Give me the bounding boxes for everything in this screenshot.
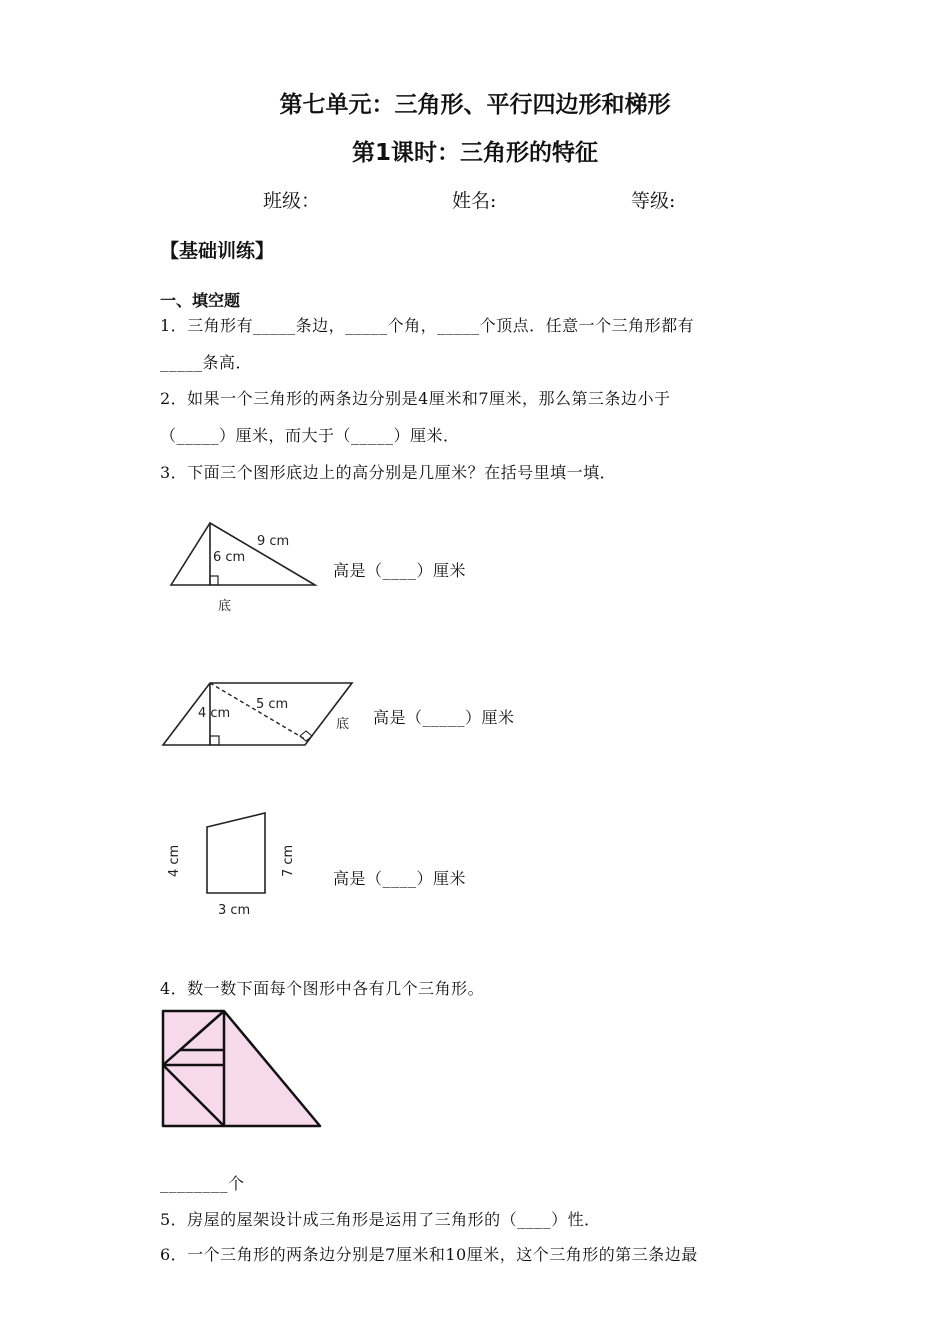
triangle-count-figure [160, 1008, 330, 1133]
question-1-line-2: _____条高． [160, 353, 253, 372]
trapezoid-left-label: 4 cm [167, 844, 182, 877]
trapezoid-shape [207, 813, 265, 893]
lesson-title: 第1课时：三角形的特征 [351, 140, 598, 166]
question-2-line-1: 2．如果一个三角形的两条边分别是4厘米和7厘米，那么第三条边小于 [160, 389, 671, 408]
right-angle-mark [210, 576, 218, 585]
trapezoid-bottom-label: 3 cm [218, 903, 251, 918]
right-angle-mark [210, 736, 219, 745]
question-2-line-2: （_____）厘米，而大于（_____）厘米． [160, 426, 460, 445]
triangle-height-label: 6 cm [213, 550, 246, 565]
question-3-answer-1: 高是（____）厘米 [333, 561, 467, 580]
class-label: 班级： [263, 190, 321, 212]
figure-fill [163, 1011, 320, 1126]
triangle-side-label: 9 cm [257, 534, 290, 549]
name-label: 姓名: [452, 190, 497, 212]
question-3-answer-2: 高是（_____）厘米 [373, 708, 515, 727]
trapezoid-figure [160, 805, 310, 925]
grade-label: 等级: [631, 190, 676, 212]
question-4-answer: ________个 [160, 1174, 245, 1193]
question-6: 6．一个三角形的两条边分别是7厘米和10厘米，这个三角形的第三条边最 [160, 1245, 698, 1264]
question-3: 3．下面三个图形底边上的高分别是几厘米？在括号里填一填． [160, 463, 617, 482]
right-angle-mark-2 [300, 731, 312, 741]
question-1-line-1: 1．三角形有_____条边，_____个角，_____个顶点．任意一个三角形都有 [160, 316, 695, 335]
subsection-title: 一、填空题 [160, 291, 241, 310]
question-4: 4．数一数下面每个图形中各有几个三角形。 [160, 979, 485, 998]
parallelogram-base-label: 底 [336, 717, 350, 732]
parallelogram-shape [163, 683, 352, 745]
parallelogram-height-label: 4 cm [198, 706, 231, 721]
parallelogram-diag-label: 5 cm [256, 697, 289, 712]
triangle-base-label: 底 [218, 599, 232, 614]
triangle-figure [160, 515, 330, 620]
section-title: 【基础训练】 [160, 240, 275, 262]
question-5: 5．房屋的屋架设计成三角形是运用了三角形的（____）性． [160, 1210, 601, 1229]
parallelogram-figure [160, 675, 360, 755]
trapezoid-right-label: 7 cm [281, 844, 296, 877]
question-3-answer-3: 高是（____）厘米 [333, 869, 467, 888]
page-title: 第七单元：三角形、平行四边形和梯形 [279, 92, 671, 118]
